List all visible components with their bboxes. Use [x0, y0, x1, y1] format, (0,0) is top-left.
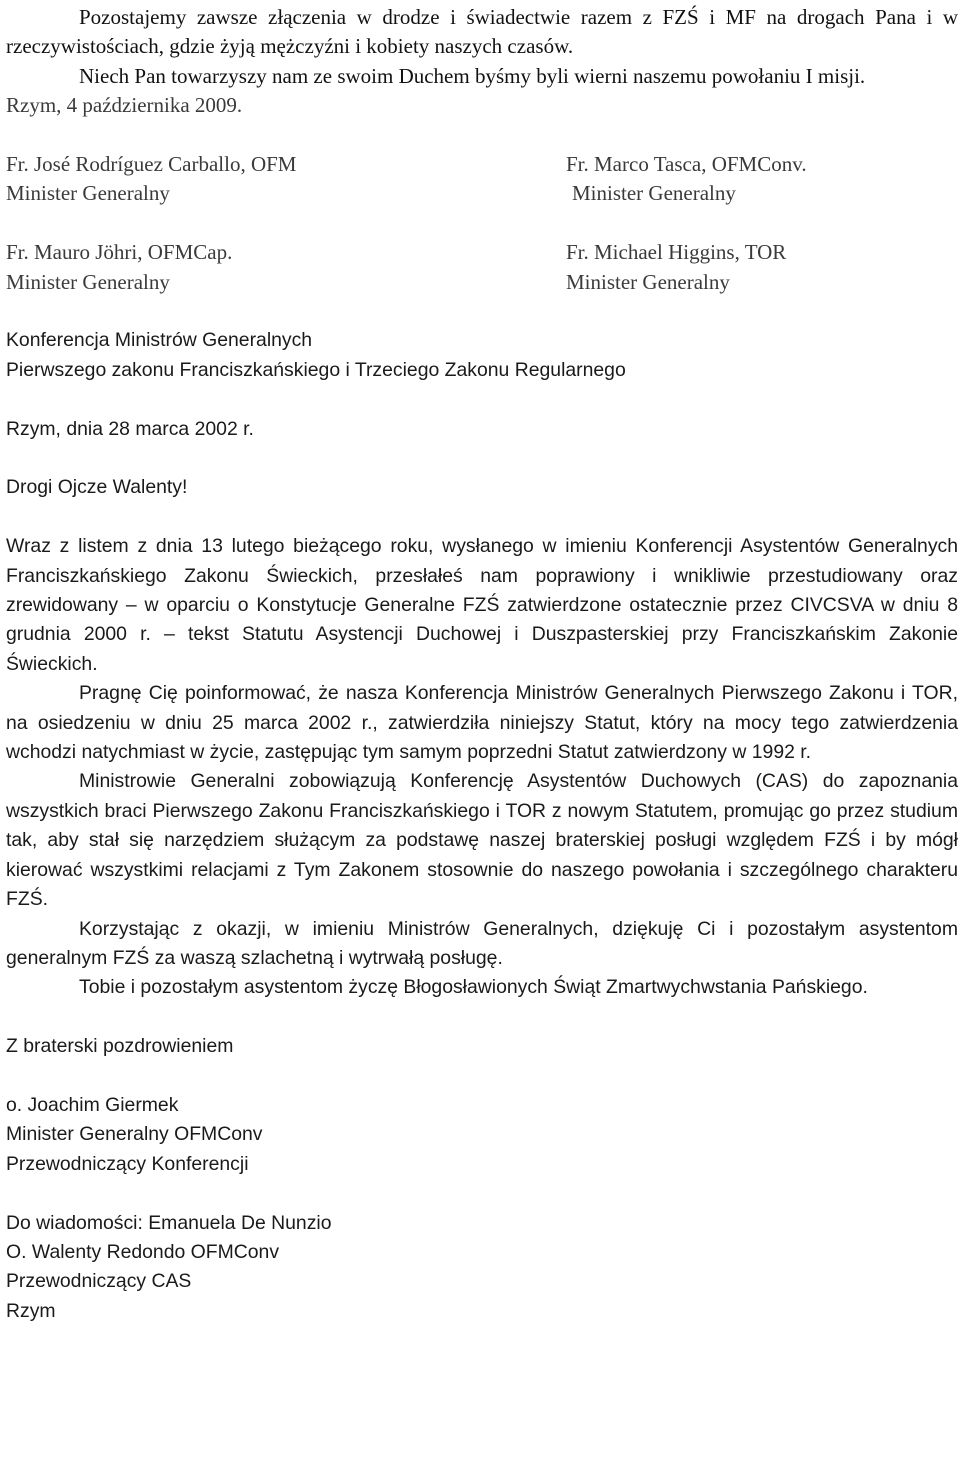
signer-role: Przewodniczący Konferencji	[6, 1152, 249, 1175]
signature-row-1	[6, 150, 958, 209]
signer-name: o. Joachim Giermek	[6, 1093, 179, 1116]
cc-line: Rzym	[6, 1299, 56, 1322]
cc-line: O. Walenty Redondo OFMConv	[6, 1240, 280, 1263]
signatory-name: Fr. Mauro Jöhri, OFMCap.	[6, 240, 233, 265]
cc-line: Przewodniczący CAS	[6, 1270, 192, 1293]
letter-body-paragraph: Ministrowie Generalni zobowiązują Konferencję Asystentów Duchowych (CAS) do zapoznania wszystkich braci Pierwszego Zakonu Franciszkańskiego i TOR z nowym Statutem, promując go przez studium tak, aby stał się narzędziem służącym za podstawę naszej braterskiej posługi względem FZŚ i by mógł kierować wszystkimi relacjami z Tym Zakonem stosownie do naszego powołania i szczególnego charakteru FZŚ.	[6, 770, 958, 911]
letter-closing: Z braterski pozdrowieniem	[6, 1035, 234, 1058]
letter-heading-2: Pierwszego zakonu Franciszkańskiego i Trzeciego Zakonu Regularnego	[6, 358, 626, 381]
signatory-name: Fr. Marco Tasca, OFMConv.	[566, 152, 807, 177]
signatory-role: Minister Generalny	[572, 181, 736, 206]
letter-date: Rzym, dnia 28 marca 2002 r.	[6, 417, 254, 440]
letter-body-paragraph: Korzystając z okazji, w imieniu Ministrów Generalnych, dziękuję Ci i pozostałym asystentom generalnym FZŚ za waszą szlachetną i wytrwałą posługę.	[6, 917, 958, 969]
signatory-role: Minister Generalny	[6, 269, 170, 294]
letter-page	[6, 3, 958, 1326]
cc-line: Do wiadomości: Emanuela De Nunzio	[6, 1211, 332, 1234]
spacer	[6, 121, 958, 150]
letter-block	[6, 326, 958, 1326]
signature-block	[566, 150, 958, 209]
intro-paragraph-1: Pozostajemy zawsze złączenia w drodze i świadectwie razem z FZŚ i MF na drogach Pana i w rzeczywistościach, gdzie żyją mężczyźni i kobiety naszych czasów.	[6, 5, 958, 59]
signature-block	[6, 238, 566, 297]
signature-block	[566, 238, 958, 297]
letter-body-paragraph: Pragnę Cię poinformować, że nasza Konferencja Ministrów Generalnych Pierwszego Zakonu i TOR, na osiedzeniu w dniu 25 marca 2002 r., zatwierdziła niniejszy Statut, który na mocy tego zatwierdzenia wchodzi natychmiast w życie, zastępując tym samym poprzedni Statut zatwierdzony w 1992 r.	[6, 682, 958, 764]
spacer	[6, 1003, 958, 1032]
signatory-name: Fr. José Rodríguez Carballo, OFM	[6, 152, 297, 177]
signatory-role: Minister Generalny	[6, 181, 170, 206]
letter-body-paragraph: Tobie i pozostałym asystentom życzę Błogosławionych Świąt Zmartwychwstania Pańskiego.	[79, 976, 868, 999]
spacer	[6, 385, 958, 414]
spacer	[6, 1062, 958, 1091]
signatory-name: Fr. Michael Higgins, TOR	[566, 240, 787, 265]
signature-block	[6, 150, 566, 209]
signature-row-2	[6, 238, 958, 297]
spacer	[6, 297, 958, 326]
spacer	[6, 209, 958, 238]
letter-body-paragraph: Wraz z listem z dnia 13 lutego bieżącego roku, wysłanego w imieniu Konferencji Asystentów Generalnych Franciszkańskiego Zakonu Świeckich, przesłałeś nam poprawiony i wnikliwie przestudiowany oraz zrewidowany – w oparciu o Konstytucje Generalne FZŚ zatwierdzone ostatecznie przez CIVCSVA w dniu 8 grudnia 2000 r. – tekst Statutu Asystencji Duchowej i Duszpasterskiej przy Franciszkańskim Zakonie Świeckich.	[6, 535, 958, 675]
spacer	[6, 503, 958, 532]
letter-heading-1: Konferencja Ministrów Generalnych	[6, 329, 313, 352]
intro-date: Rzym, 4 października 2009.	[6, 93, 243, 118]
signer-title: Minister Generalny OFMConv	[6, 1123, 263, 1146]
letter-greeting: Drogi Ojcze Walenty!	[6, 476, 188, 499]
spacer	[6, 444, 958, 473]
intro-paragraph-2: Niech Pan towarzyszy nam ze swoim Duchem byśmy byli wierni naszemu powołaniu I misji.	[79, 63, 866, 88]
spacer	[6, 1179, 958, 1208]
signatory-role: Minister Generalny	[566, 269, 730, 294]
